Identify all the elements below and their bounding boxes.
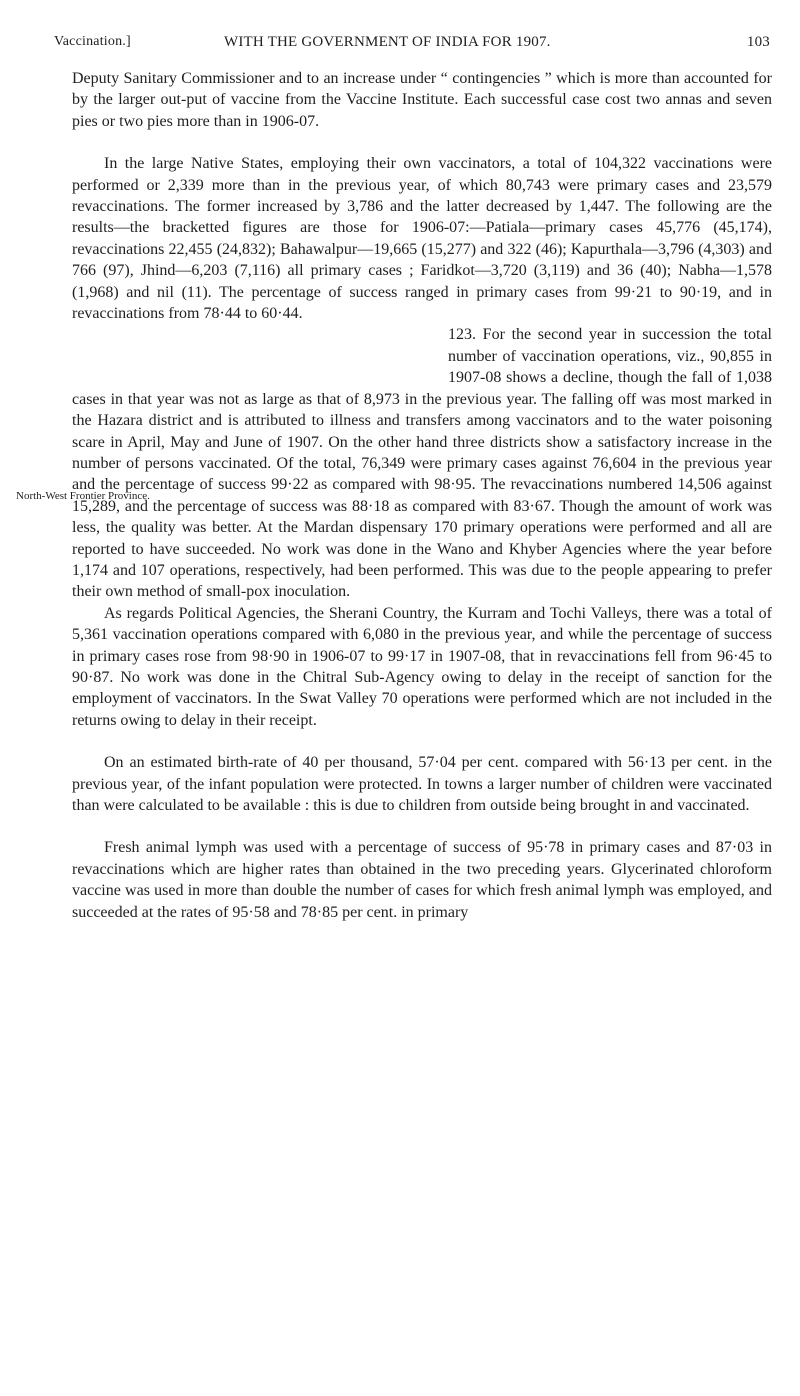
sidenote-gap xyxy=(72,324,448,388)
margin-sidenote: North-West Frontier Province. xyxy=(16,490,150,502)
paragraph-123: 123. For the second year in succession the total number of vaccination operations, viz., 90,855 in 1907-08 shows a decline, though the fall of 1,038 cases in that year was not as large as that of 8,973 in the previous year. The falling off was most marked in the Hazara district and is attributed to illness and transfers among vaccinators and to the water poisoning scare in April, May and June of 1907. On the other hand three districts show a satisfactory increase in the number of persons vaccinated. Of the total, 76,349 were primary cases against 76,604 in the previous year and the percentage of success 99·22 as compared with 98·95. The revaccinations numbered 14,506 against 15,289, and the percentage of success was 88·18 as compared with 83·67. Though the amount of work was less, the quality was better. At the Mardan dispensary 170 primary operations were performed and all are reported to have succeeded. No work was done in the Wano and Khyber Agencies where the year before 1,174 and 107 operations, respectively, had been performed. This was due to the people appearing to prefer their own method of small-pox inoculation. xyxy=(72,326,772,601)
paragraph-political-agencies: As regards Political Agencies, the Sherani Country, the Kurram and Tochi Valleys, there was a total of 5,361 vaccination operations compared with 6,080 in the previous year, and while the percentage of success in primary cases rose from 98·90 in 1906-07 to 99·17 in 1907-08, that in revaccinations fell from 96·45 to 90·87. No work was done in the Chitral Sub-Agency owing to delay in the receipt of sanction for the employment of vaccinators. In the Swat Valley 70 operations were performed which are not included in the returns owing to delay in their receipt. xyxy=(72,604,772,729)
running-header xyxy=(54,34,770,58)
body-text xyxy=(72,68,772,923)
page-number: 103 xyxy=(746,34,770,50)
paragraph-animal-lymph: Fresh animal lymph was used with a percentage of success of 95·78 in primary cases and 87·03 in revaccinations which are higher rates than obtained in the two preceding years. Glycerinated chloroform vaccine was used in more than double the number of cases for which fresh animal lymph was employed, and succeeded at the rates of 95·58 and 78·85 per cent. in primary xyxy=(72,839,772,921)
paragraph-birth-rate: On an estimated birth-rate of 40 per thousand, 57·04 per cent. compared with 56·13 per cent. in the previous year, of the infant population were protected. In towns a larger number of children were vaccinated than were calculated to be available : this is due to children from outside being brought in and vaccinated. xyxy=(72,754,772,814)
section-123-wrapper xyxy=(72,324,772,602)
header-title: WITH THE GOVERNMENT OF INDIA FOR 1907. xyxy=(224,34,551,50)
paragraph-continuation: Deputy Sanitary Commissioner and to an increase under “ contingencies ” which is more than accounted for by the larger out-put of vaccine from the Vaccine Institute. Each successful case cost two annas and seven pies or two pies more than in 1906-07. xyxy=(72,70,772,130)
header-section-label: Vaccination.] xyxy=(54,34,131,49)
paragraph-native-states: In the large Native States, employing their own vaccinators, a total of 104,322 vaccinations were performed or 2,339 more than in the previous year, of which 80,743 were primary cases and 23,579 revaccinations. The former increased by 3,786 and the latter decreased by 1,447. The following are the results—the bracketted figures are those for 1906-07:—Patiala—primary cases 45,776 (45,174), revaccinations 22,455 (24,832); Bahawalpur—19,665 (15,277) and 322 (46); Kapurthala—3,796 (4,303) and 766 (97), Jhind—6,203 (7,116) all primary cases ; Faridkot—3,720 (3,119) and 36 (40); Nabha—1,578 (1,968) and nil (11). The percentage of success ranged in primary cases from 99·21 to 90·19, and in revaccinations from 78·44 to 60·44. xyxy=(72,155,772,323)
